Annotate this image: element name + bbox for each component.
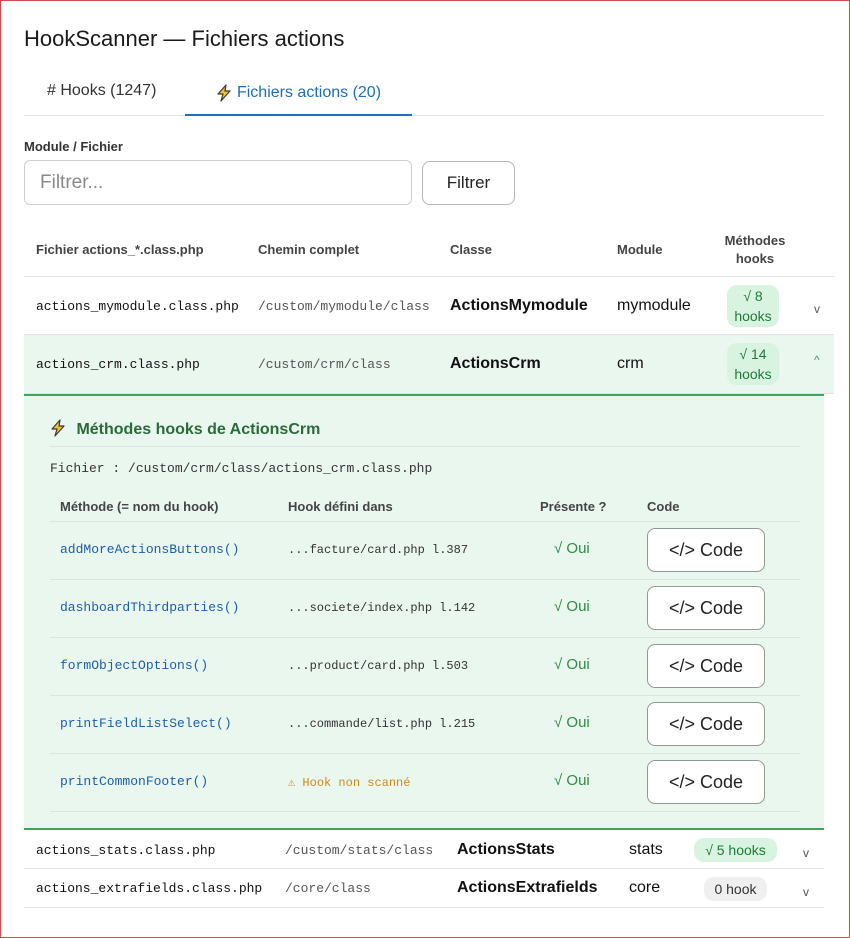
row-file: actions_stats.class.php xyxy=(36,843,216,858)
present-status: √ Oui xyxy=(554,598,590,615)
col-path-header: Chemin complet xyxy=(258,242,360,257)
code-button-label: </> Code xyxy=(668,771,744,792)
row-path: /custom/mymodule/class xyxy=(258,299,430,314)
method-name-link[interactable]: dashboardThirdparties() xyxy=(60,600,240,615)
code-button-label: </> Code xyxy=(668,655,744,676)
tab-fichiers-actions[interactable] xyxy=(185,76,412,116)
hooks-badge: √ 5 hooks xyxy=(694,838,777,862)
row-file: actions_mymodule.class.php xyxy=(36,299,239,314)
hook-defined-in: ...commande/list.php l.215 xyxy=(288,717,476,731)
method-name-link[interactable]: addMoreActionsButtons() xyxy=(60,542,240,557)
row-path: /custom/stats/class xyxy=(285,843,434,858)
method-row xyxy=(50,696,800,754)
col-code-header: Code xyxy=(647,499,680,514)
chevron-down-icon[interactable]: v xyxy=(814,302,820,316)
method-name-link[interactable]: printFieldListSelect() xyxy=(60,716,232,731)
tab-fichiers-actions-label: Fichiers actions (20) xyxy=(236,84,382,101)
hooks-badge: √ 8 hooks xyxy=(727,285,779,327)
row-path: /core/class xyxy=(285,881,371,896)
present-status: √ Oui xyxy=(554,656,590,673)
table-row[interactable] xyxy=(24,277,834,335)
hook-not-scanned-warning: ⚠ Hook non scanné xyxy=(288,776,411,790)
code-button[interactable] xyxy=(647,528,765,572)
divider xyxy=(50,446,800,447)
table-row[interactable] xyxy=(24,830,824,869)
lightning-bolt-icon xyxy=(50,421,76,438)
hook-methods-panel xyxy=(24,394,824,830)
row-class: ActionsMymodule xyxy=(450,297,588,314)
method-name-link[interactable]: formObjectOptions() xyxy=(60,658,209,673)
page-title: HookScanner — Fichiers actions xyxy=(24,26,345,51)
code-button[interactable] xyxy=(647,760,765,804)
method-name-link[interactable]: printCommonFooter() xyxy=(60,774,209,789)
code-button-label: </> Code xyxy=(668,539,744,560)
panel-file-path: Fichier : /custom/crm/class/actions_crm.class.php xyxy=(50,461,433,476)
row-module: mymodule xyxy=(617,297,691,314)
row-module: core xyxy=(629,879,661,896)
hook-defined-in: ...product/card.php l.503 xyxy=(288,659,469,673)
code-button-label: </> Code xyxy=(668,713,744,734)
method-row xyxy=(50,754,800,812)
row-module: crm xyxy=(617,355,644,372)
col-module-header: Module xyxy=(617,242,663,257)
filter-input[interactable] xyxy=(24,160,412,205)
panel-title-text: Méthodes hooks de ActionsCrm xyxy=(76,421,321,438)
lightning-bolt-icon xyxy=(216,84,232,104)
code-button[interactable] xyxy=(647,586,765,630)
row-file: actions_crm.class.php xyxy=(36,357,200,372)
hooks-badge: √ 14 hooks xyxy=(727,343,779,385)
chevron-down-icon[interactable]: v xyxy=(803,846,809,860)
col-defined-header: Hook défini dans xyxy=(288,499,393,514)
tab-bar xyxy=(24,76,824,116)
row-path: /custom/crm/class xyxy=(258,357,391,372)
table-row[interactable] xyxy=(24,869,824,908)
methods-table-header xyxy=(50,491,800,522)
tab-hooks-label: # Hooks (1247) xyxy=(47,82,157,99)
filter-label: Module / Fichier xyxy=(24,139,123,154)
method-row xyxy=(50,580,800,638)
present-status: √ Oui xyxy=(554,540,590,557)
present-status: √ Oui xyxy=(554,714,590,731)
hook-defined-in: ...facture/card.php l.387 xyxy=(288,543,469,557)
method-row xyxy=(50,522,800,580)
hook-defined-in: ...societe/index.php l.142 xyxy=(288,601,476,615)
chevron-down-icon[interactable]: v xyxy=(803,885,809,899)
table-header xyxy=(24,229,834,277)
hooks-badge: 0 hook xyxy=(704,877,767,901)
row-class: ActionsStats xyxy=(457,841,555,858)
row-module: stats xyxy=(629,841,663,858)
panel-title xyxy=(50,419,320,439)
col-file-header: Fichier actions_*.class.php xyxy=(36,242,204,257)
row-file: actions_extrafields.class.php xyxy=(36,881,263,896)
col-present-header: Présente ? xyxy=(540,499,607,514)
filter-button[interactable]: Filtrer xyxy=(422,161,515,205)
col-method-header: Méthode (= nom du hook) xyxy=(60,499,219,514)
code-button[interactable] xyxy=(647,702,765,746)
col-class-header: Classe xyxy=(450,242,492,257)
method-row xyxy=(50,638,800,696)
row-class: ActionsExtrafields xyxy=(457,879,598,896)
table-row-expanded[interactable] xyxy=(24,335,834,394)
code-button[interactable] xyxy=(647,644,765,688)
tab-hooks[interactable] xyxy=(47,76,156,116)
chevron-up-icon[interactable]: ^ xyxy=(814,353,820,367)
present-status: √ Oui xyxy=(554,772,590,789)
code-button-label: </> Code xyxy=(668,597,744,618)
row-class: ActionsCrm xyxy=(450,355,541,372)
col-hooks-header: Méthodes hooks xyxy=(724,233,786,266)
